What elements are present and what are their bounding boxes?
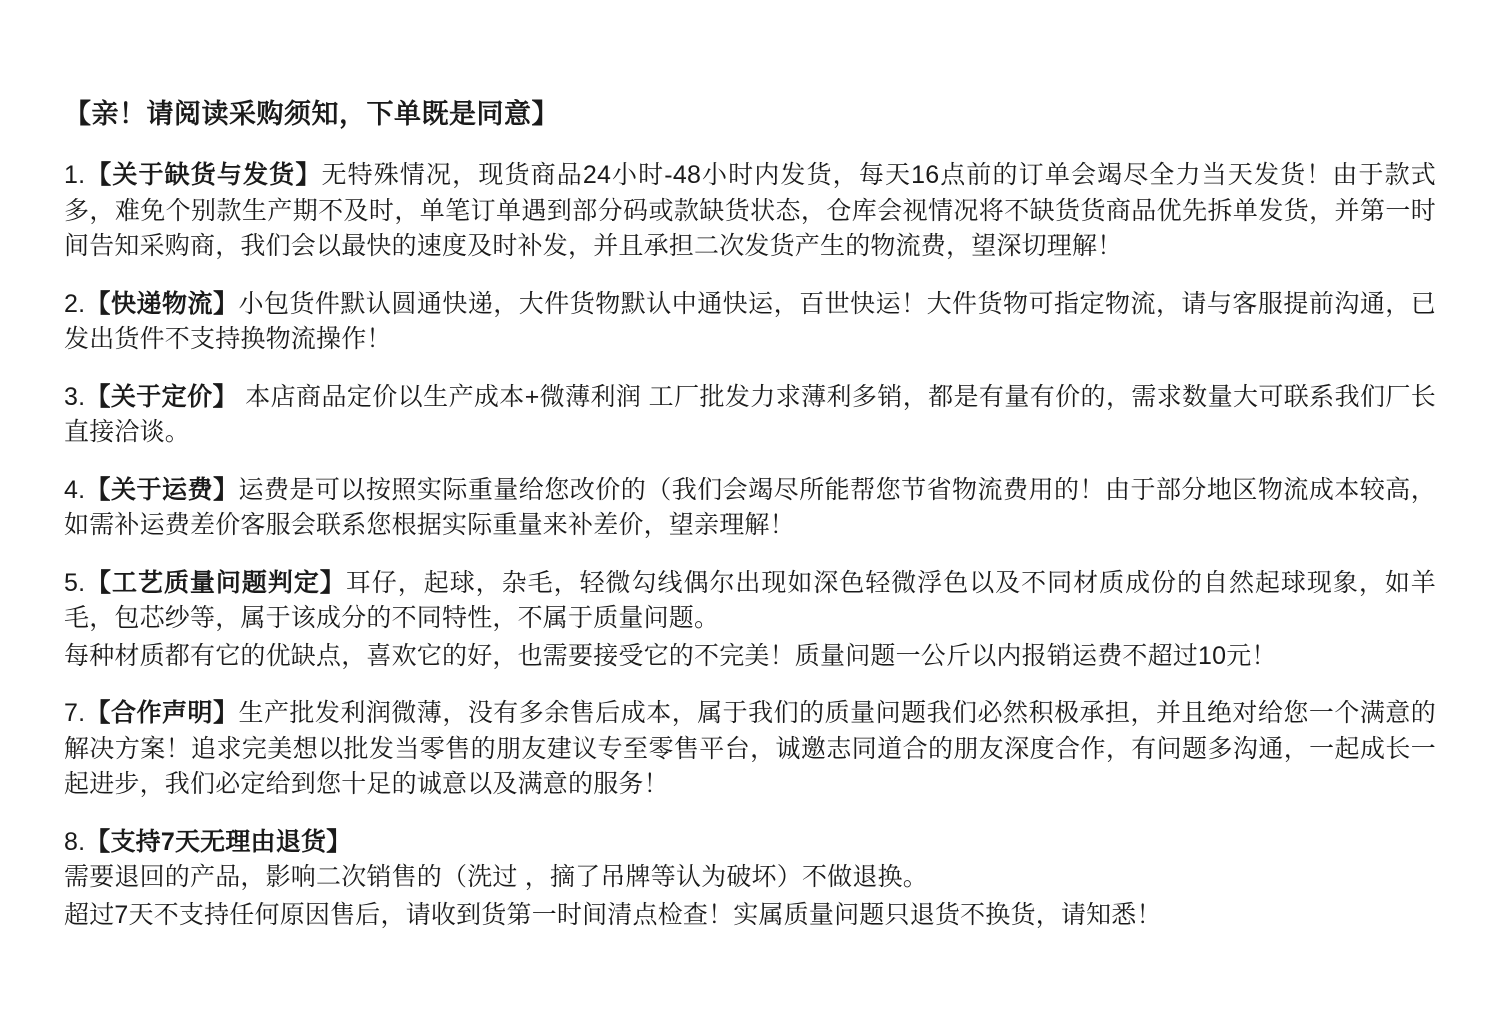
section-8-body: 需要退回的产品，影响二次销售的（洗过 ，摘了吊牌等认为破坏）不做退换。: [64, 863, 928, 892]
section-5-body: 耳仔，起球，杂毛，轻微勾线偶尔出现如深色轻微浮色以及不同材质成份的自然起球现象，如羊毛，包芯纱等，属于该成分的不同特性，不属于质量问题。: [64, 568, 1436, 633]
section-3-number: 3.: [64, 382, 86, 411]
section-7-body: 生产批发利润微薄，没有多余售后成本，属于我们的质量问题我们必然积极承担，并且绝对给您一个满意的解决方案！追求完美想以批发当零售的朋友建议专至零售平台，诚邀志同道合的朋友深度合作，有问题多沟通，一起成长一起进步，我们必定给到您十足的诚意以及满意的服务！: [64, 699, 1436, 799]
section-1-paragraph: [64, 158, 1436, 265]
section-4-paragraph: [64, 473, 1436, 544]
section-7-paragraph: [64, 696, 1436, 803]
section-2-body: 小包货件默认圆通快递，大件货物默认中通快运，百世快运！大件货物可指定物流，请与客服提前沟通，已发出货件不支持换物流操作！: [64, 289, 1436, 354]
section-2-paragraph: [64, 287, 1436, 358]
section-1: [64, 158, 1436, 265]
section-4: [64, 473, 1436, 544]
section-5-body-2: 每种材质都有它的优缺点，喜欢它的好，也需要接受它的不完美！质量问题一公斤以内报销运费不超过10元！: [64, 641, 1277, 670]
section-4-heading: 【关于运费】: [85, 475, 239, 504]
section-1-number: 1.: [64, 161, 86, 190]
section-8-number: 8.: [64, 827, 86, 856]
section-1-body: 无特殊情况，现货商品24小时-48小时内发货，每天16点前的订单会竭尽全力当天发货！由于款式多，难免个别款生产期不及时，单笔订单遇到部分码或款缺货状态，仓库会视情况将不缺货货商品优先拆单发货，并第一时间告知采购商，我们会以最快的速度及时补发，并且承担二次发货产生的物流费，望深切理解！: [64, 161, 1436, 261]
section-5-number: 5.: [64, 568, 86, 597]
section-8: [64, 825, 1436, 934]
section-4-number: 4.: [64, 475, 86, 504]
section-3-heading: 【关于定价】: [85, 382, 238, 411]
section-4-body: 运费是可以按照实际重量给您改价的（我们会竭尽所能帮您节省物流费用的！由于部分地区物流成本较高，如需补运费差价客服会联系您根据实际重量来补差价，望亲理解！: [64, 475, 1436, 540]
section-7-number: 7.: [64, 699, 86, 728]
section-5-paragraph: [64, 566, 1436, 637]
section-8-heading-line: [64, 825, 1436, 861]
section-3: [64, 380, 1436, 451]
section-3-body: 本店商品定价以生产成本+微薄利润 工厂批发力求薄利多销，都是有量有价的，需求数量大可联系我们厂长直接洽谈。: [64, 382, 1437, 447]
page-title: 【亲！请阅读采购须知，下单既是同意】: [64, 99, 559, 129]
section-3-paragraph: [64, 380, 1436, 451]
section-2: [64, 287, 1436, 358]
section-7: [64, 696, 1436, 803]
section-5: [64, 566, 1436, 675]
section-2-number: 2.: [64, 289, 86, 318]
section-7-heading: 【合作声明】: [85, 699, 239, 728]
section-8-heading: 【支持7天无理由退货】: [85, 827, 352, 856]
section-8-body-2: 超过7天不支持任何原因售后，请收到货第一时间清点检查！实属质量问题只退货不换货，请知悉！: [64, 900, 1162, 929]
section-1-heading: 【关于缺货与发货】: [85, 161, 322, 190]
section-5-heading: 【工艺质量问题判定】: [85, 568, 346, 597]
section-2-heading: 【快递物流】: [85, 289, 239, 318]
